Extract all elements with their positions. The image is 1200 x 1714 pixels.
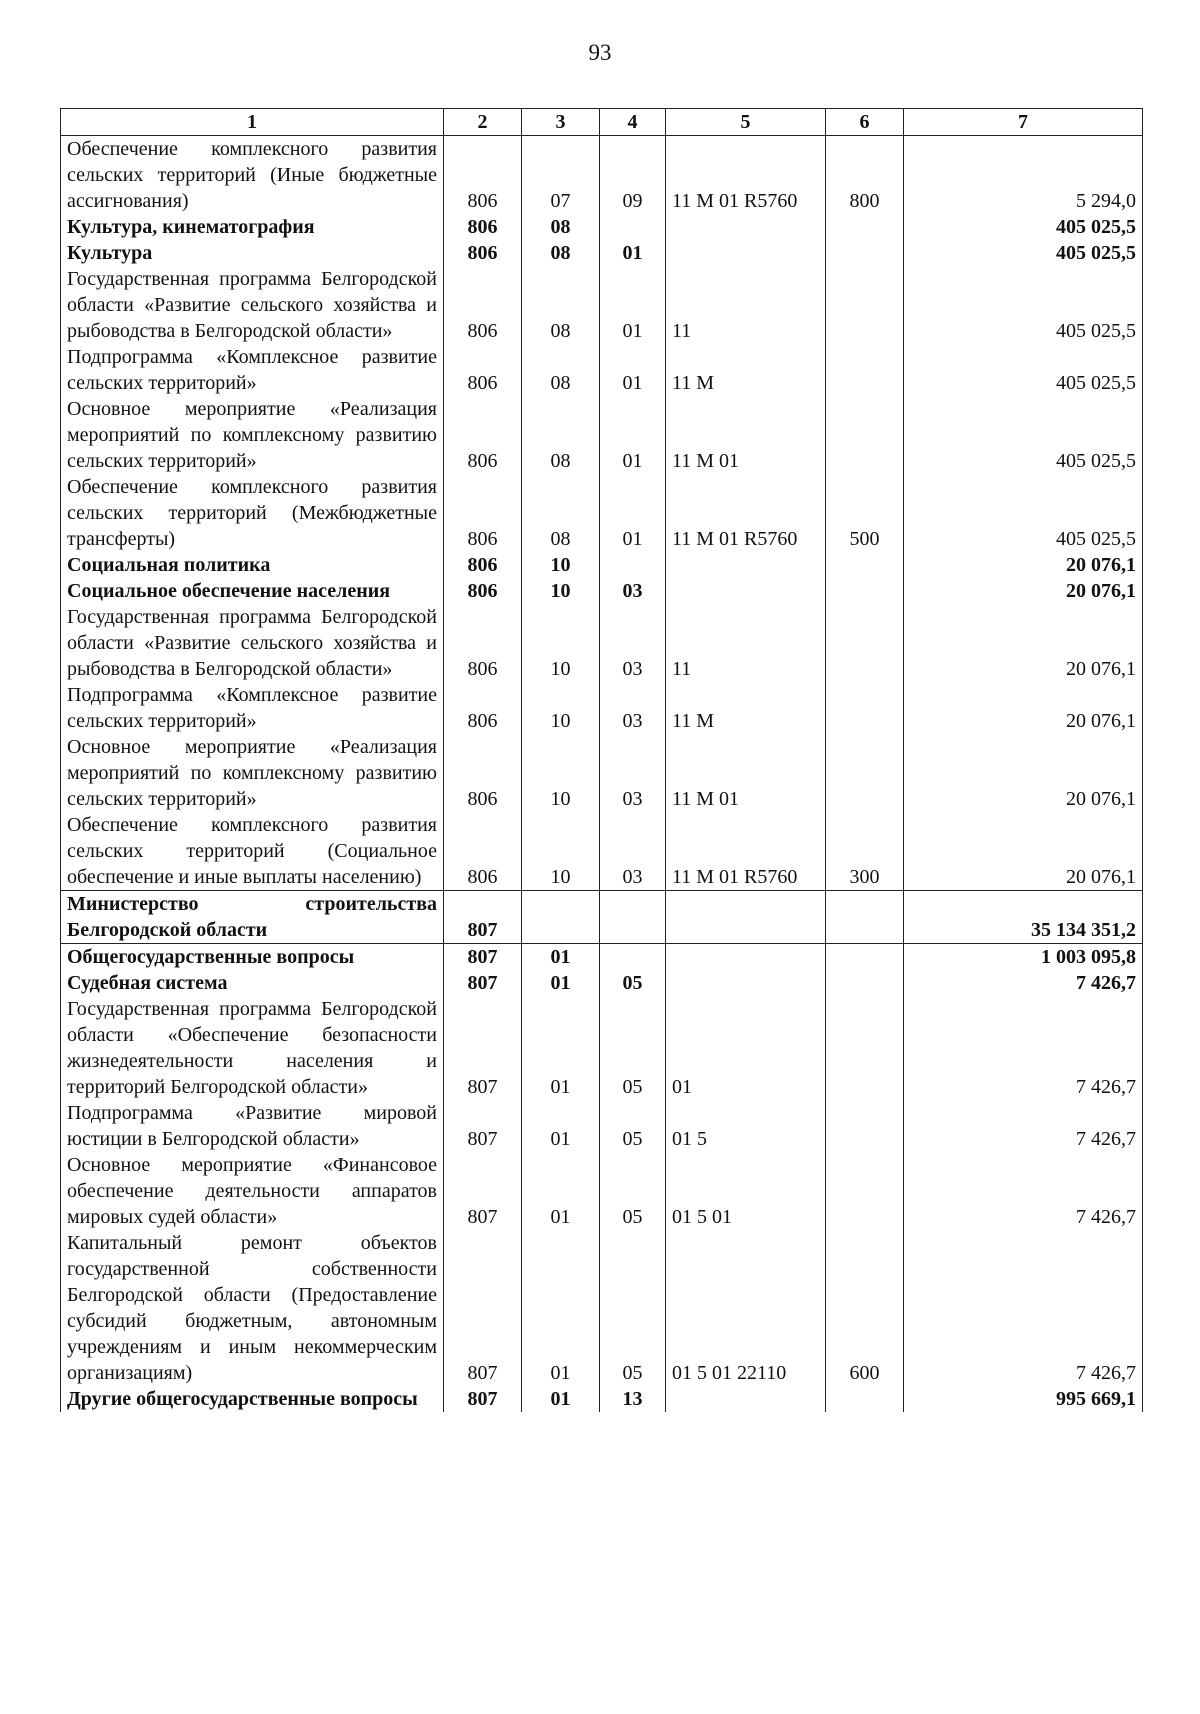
row-target-item bbox=[666, 891, 826, 944]
row-section bbox=[522, 891, 600, 944]
row-target-item: 11 М 01 R5760 bbox=[666, 812, 826, 891]
row-target-item: 11 bbox=[666, 266, 826, 344]
row-name: Обеспечение комплексного развития сельских территорий (Социальное обеспечение и иные выплаты населению) bbox=[61, 812, 444, 891]
row-subsection: 13 bbox=[600, 1386, 666, 1412]
row-ministry-code: 806 bbox=[444, 344, 522, 396]
row-expense-type bbox=[826, 552, 904, 578]
table-row bbox=[61, 240, 1143, 266]
header-col-5: 5 bbox=[666, 109, 826, 136]
row-name: Основное мероприятие «Реализация мероприятий по комплексному развитию сельских территорий» bbox=[61, 734, 444, 812]
row-section: 08 bbox=[522, 266, 600, 344]
row-expense-type bbox=[826, 396, 904, 474]
table-row bbox=[61, 344, 1143, 396]
row-expense-type bbox=[826, 344, 904, 396]
row-amount: 995 669,1 bbox=[904, 1386, 1143, 1412]
row-section: 01 bbox=[522, 1100, 600, 1152]
row-name: Общегосударственные вопросы bbox=[61, 944, 444, 971]
row-amount: 405 025,5 bbox=[904, 266, 1143, 344]
row-expense-type bbox=[826, 214, 904, 240]
row-target-item bbox=[666, 552, 826, 578]
row-expense-type: 500 bbox=[826, 474, 904, 552]
row-target-item: 11 М 01 bbox=[666, 734, 826, 812]
row-subsection bbox=[600, 891, 666, 944]
row-section: 01 bbox=[522, 944, 600, 971]
header-col-7: 7 bbox=[904, 109, 1143, 136]
row-subsection: 01 bbox=[600, 240, 666, 266]
row-name: Социальное обеспечение населения bbox=[61, 578, 444, 604]
row-section: 10 bbox=[522, 734, 600, 812]
budget-table bbox=[60, 108, 1143, 1412]
row-section: 10 bbox=[522, 552, 600, 578]
row-target-item: 11 М 01 R5760 bbox=[666, 474, 826, 552]
row-amount: 20 076,1 bbox=[904, 578, 1143, 604]
table-row bbox=[61, 1152, 1143, 1230]
row-expense-type bbox=[826, 1386, 904, 1412]
row-name: Культура bbox=[61, 240, 444, 266]
table-row bbox=[61, 1230, 1143, 1386]
row-amount: 405 025,5 bbox=[904, 344, 1143, 396]
row-ministry-code: 806 bbox=[444, 812, 522, 891]
row-section: 01 bbox=[522, 970, 600, 996]
row-expense-type: 600 bbox=[826, 1230, 904, 1386]
row-target-item bbox=[666, 240, 826, 266]
row-ministry-code: 806 bbox=[444, 240, 522, 266]
table-row bbox=[61, 891, 1143, 944]
row-subsection: 01 bbox=[600, 396, 666, 474]
row-amount: 7 426,7 bbox=[904, 970, 1143, 996]
row-target-item bbox=[666, 1386, 826, 1412]
row-expense-type bbox=[826, 944, 904, 971]
row-section: 10 bbox=[522, 682, 600, 734]
row-amount: 7 426,7 bbox=[904, 1230, 1143, 1386]
row-target-item: 11 М bbox=[666, 344, 826, 396]
row-subsection: 01 bbox=[600, 266, 666, 344]
row-ministry-code: 807 bbox=[444, 1230, 522, 1386]
row-section: 08 bbox=[522, 344, 600, 396]
table-row bbox=[61, 734, 1143, 812]
row-subsection: 03 bbox=[600, 578, 666, 604]
table-row bbox=[61, 682, 1143, 734]
row-target-item bbox=[666, 944, 826, 971]
row-amount: 405 025,5 bbox=[904, 240, 1143, 266]
row-target-item: 01 5 01 bbox=[666, 1152, 826, 1230]
row-ministry-code: 806 bbox=[444, 552, 522, 578]
row-ministry-code: 807 bbox=[444, 1152, 522, 1230]
page-number: 93 bbox=[588, 40, 612, 65]
row-expense-type bbox=[826, 1152, 904, 1230]
row-expense-type bbox=[826, 970, 904, 996]
row-amount: 20 076,1 bbox=[904, 812, 1143, 891]
row-target-item bbox=[666, 970, 826, 996]
row-subsection: 03 bbox=[600, 812, 666, 891]
row-subsection bbox=[600, 944, 666, 971]
row-section: 01 bbox=[522, 1386, 600, 1412]
row-name: Капитальный ремонт объектов государственной собственности Белгородской области (Предоставление субсидий бюджетным, автономным учреждениям и иным некоммерческим организациям) bbox=[61, 1230, 444, 1386]
row-name: Государственная программа Белгородской области «Обеспечение безопасности жизнедеятельности населения и территорий Белгородской области» bbox=[61, 996, 444, 1100]
row-name: Министерство строительства Белгородской области bbox=[61, 891, 444, 944]
row-subsection: 05 bbox=[600, 1230, 666, 1386]
row-subsection: 01 bbox=[600, 344, 666, 396]
row-section: 10 bbox=[522, 578, 600, 604]
row-expense-type: 300 bbox=[826, 812, 904, 891]
row-subsection bbox=[600, 214, 666, 240]
table-row bbox=[61, 266, 1143, 344]
row-ministry-code: 807 bbox=[444, 996, 522, 1100]
header-col-6: 6 bbox=[826, 109, 904, 136]
row-name: Социальная политика bbox=[61, 552, 444, 578]
row-section: 07 bbox=[522, 136, 600, 215]
row-target-item: 11 М bbox=[666, 682, 826, 734]
row-section: 08 bbox=[522, 474, 600, 552]
header-col-2: 2 bbox=[444, 109, 522, 136]
row-subsection bbox=[600, 552, 666, 578]
row-expense-type bbox=[826, 266, 904, 344]
row-section: 10 bbox=[522, 604, 600, 682]
row-name: Подпрограмма «Комплексное развитие сельских территорий» bbox=[61, 344, 444, 396]
row-amount: 20 076,1 bbox=[904, 682, 1143, 734]
row-section: 08 bbox=[522, 214, 600, 240]
row-name: Обеспечение комплексного развития сельских территорий (Межбюджетные трансферты) bbox=[61, 474, 444, 552]
table-row bbox=[61, 604, 1143, 682]
row-name: Другие общегосударственные вопросы bbox=[61, 1386, 444, 1412]
table-row bbox=[61, 578, 1143, 604]
row-amount: 405 025,5 bbox=[904, 396, 1143, 474]
table-row bbox=[61, 812, 1143, 891]
row-target-item: 01 5 01 22110 bbox=[666, 1230, 826, 1386]
row-ministry-code: 807 bbox=[444, 970, 522, 996]
row-subsection: 05 bbox=[600, 996, 666, 1100]
row-ministry-code: 806 bbox=[444, 214, 522, 240]
row-subsection: 05 bbox=[600, 1152, 666, 1230]
table-row bbox=[61, 970, 1143, 996]
row-section: 01 bbox=[522, 1152, 600, 1230]
table-row bbox=[61, 214, 1143, 240]
table-row bbox=[61, 474, 1143, 552]
row-expense-type bbox=[826, 734, 904, 812]
row-ministry-code: 807 bbox=[444, 1386, 522, 1412]
row-name: Судебная система bbox=[61, 970, 444, 996]
row-target-item: 11 М 01 bbox=[666, 396, 826, 474]
row-amount: 35 134 351,2 bbox=[904, 891, 1143, 944]
row-ministry-code: 806 bbox=[444, 266, 522, 344]
row-target-item: 11 М 01 R5760 bbox=[666, 136, 826, 215]
row-name: Основное мероприятие «Финансовое обеспечение деятельности аппаратов мировых судей области» bbox=[61, 1152, 444, 1230]
row-target-item: 01 5 bbox=[666, 1100, 826, 1152]
table-row bbox=[61, 1386, 1143, 1412]
row-amount: 405 025,5 bbox=[904, 474, 1143, 552]
row-name: Государственная программа Белгородской области «Развитие сельского хозяйства и рыбоводства в Белгородской области» bbox=[61, 604, 444, 682]
row-subsection: 05 bbox=[600, 1100, 666, 1152]
row-target-item: 01 bbox=[666, 996, 826, 1100]
row-name: Подпрограмма «Комплексное развитие сельских территорий» bbox=[61, 682, 444, 734]
row-name: Основное мероприятие «Реализация мероприятий по комплексному развитию сельских территорий» bbox=[61, 396, 444, 474]
header-col-4: 4 bbox=[600, 109, 666, 136]
row-target-item bbox=[666, 578, 826, 604]
row-amount: 7 426,7 bbox=[904, 1152, 1143, 1230]
row-section: 01 bbox=[522, 1230, 600, 1386]
header-col-3: 3 bbox=[522, 109, 600, 136]
row-section: 10 bbox=[522, 812, 600, 891]
table-row bbox=[61, 396, 1143, 474]
row-subsection: 09 bbox=[600, 136, 666, 215]
table-header-row bbox=[61, 109, 1143, 136]
row-ministry-code: 806 bbox=[444, 604, 522, 682]
table-row bbox=[61, 944, 1143, 971]
row-expense-type bbox=[826, 604, 904, 682]
row-ministry-code: 807 bbox=[444, 1100, 522, 1152]
row-ministry-code: 806 bbox=[444, 136, 522, 215]
row-name: Обеспечение комплексного развития сельских территорий (Иные бюджетные ассигнования) bbox=[61, 136, 444, 215]
row-amount: 1 003 095,8 bbox=[904, 944, 1143, 971]
row-subsection: 03 bbox=[600, 604, 666, 682]
row-target-item bbox=[666, 214, 826, 240]
row-expense-type bbox=[826, 1100, 904, 1152]
table-body bbox=[61, 136, 1143, 1413]
row-expense-type bbox=[826, 578, 904, 604]
row-amount: 20 076,1 bbox=[904, 604, 1143, 682]
row-amount: 20 076,1 bbox=[904, 552, 1143, 578]
row-ministry-code: 807 bbox=[444, 944, 522, 971]
row-ministry-code: 806 bbox=[444, 682, 522, 734]
row-ministry-code: 806 bbox=[444, 474, 522, 552]
row-name: Подпрограмма «Развитие мировой юстиции в Белгородской области» bbox=[61, 1100, 444, 1152]
row-target-item: 11 bbox=[666, 604, 826, 682]
row-name: Культура, кинематография bbox=[61, 214, 444, 240]
row-subsection: 01 bbox=[600, 474, 666, 552]
row-subsection: 03 bbox=[600, 682, 666, 734]
row-ministry-code: 806 bbox=[444, 578, 522, 604]
table-row bbox=[61, 996, 1143, 1100]
row-ministry-code: 806 bbox=[444, 396, 522, 474]
row-name: Государственная программа Белгородской области «Развитие сельского хозяйства и рыбоводства в Белгородской области» bbox=[61, 266, 444, 344]
row-amount: 405 025,5 bbox=[904, 214, 1143, 240]
row-expense-type bbox=[826, 891, 904, 944]
row-section: 08 bbox=[522, 240, 600, 266]
table-row bbox=[61, 136, 1143, 215]
table-row bbox=[61, 552, 1143, 578]
row-expense-type bbox=[826, 682, 904, 734]
row-amount: 7 426,7 bbox=[904, 1100, 1143, 1152]
row-subsection: 05 bbox=[600, 970, 666, 996]
row-ministry-code: 806 bbox=[444, 734, 522, 812]
row-amount: 20 076,1 bbox=[904, 734, 1143, 812]
row-amount: 7 426,7 bbox=[904, 996, 1143, 1100]
table-row bbox=[61, 1100, 1143, 1152]
row-expense-type bbox=[826, 240, 904, 266]
row-subsection: 03 bbox=[600, 734, 666, 812]
row-section: 08 bbox=[522, 396, 600, 474]
header-col-1: 1 bbox=[61, 109, 444, 136]
row-expense-type: 800 bbox=[826, 136, 904, 215]
row-section: 01 bbox=[522, 996, 600, 1100]
row-amount: 5 294,0 bbox=[904, 136, 1143, 215]
row-ministry-code: 807 bbox=[444, 891, 522, 944]
row-expense-type bbox=[826, 996, 904, 1100]
